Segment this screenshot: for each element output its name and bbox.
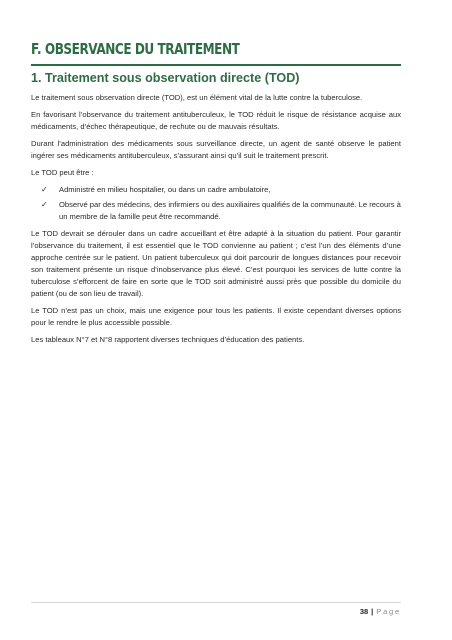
paragraph-observance: En favorisant l’observance du traitement antituberculeux, le TOD réduit le risque de résistance acquise aux médicaments, d’échec thérapeutique, de rechute ou de mauvais résultats. bbox=[31, 110, 401, 131]
page-number: 38 bbox=[359, 607, 369, 616]
chapter-title: F. OBSERVANCE DU TRAITEMENT bbox=[31, 40, 240, 58]
section-title: 1. Traitement sous observation directe (TOD) bbox=[31, 71, 300, 85]
list-item-text: Administré en milieu hospitalier, ou dans un cadre ambulatoire, bbox=[59, 185, 271, 194]
page-footer bbox=[360, 607, 401, 616]
list-item-text: Observé par des médecins, des infirmiers ou des auxiliaires qualifiés de la communauté. Le recours à un membre de la famille peut être recommandé. bbox=[59, 200, 401, 221]
check-icon: ✓ bbox=[41, 185, 48, 194]
footer-separator: | bbox=[371, 607, 374, 616]
list-item bbox=[31, 184, 401, 196]
title-divider bbox=[31, 64, 401, 66]
footer-divider bbox=[31, 602, 401, 603]
list-item bbox=[31, 199, 401, 223]
body-text bbox=[31, 92, 401, 351]
page-label: Page bbox=[376, 607, 401, 616]
check-icon: ✓ bbox=[41, 200, 48, 209]
paragraph-requirement: Le TOD n’est pas un choix, mais une exigence pour tous les patients. Il existe cependant diverses options pour le rendre le plus accessible possible. bbox=[31, 306, 401, 327]
paragraph-administration: Durant l’administration des médicaments sous surveillance directe, un agent de santé observe le patient ingérer ses médicaments antituberculeux, s’assurant ainsi qu’il suit le traitement prescrit. bbox=[31, 139, 401, 160]
paragraph-setting: Le TOD devrait se dérouler dans un cadre accueillant et être adapté à la situation du patient. Pour garantir l’observance du traitement, il est essentiel que le TOD convienne au patient ; c’est l’un des éléments d’une approche centrée sur le patient. Un patient tuberculeux qui doit parcourir de longues distances pour recevoir son traitement présente un risque d’inobservance plus élevé. C’est pourquoi les services de lutte contre la tuberculose s’efforcent de faire en sorte que le TOD soit administré aussi près que possible du domicile du patient (ou de son lieu de travail). bbox=[31, 229, 401, 298]
paragraph-tables: Les tableaux N°7 et N°8 rapportent diverses techniques d’éducation des patients. bbox=[31, 335, 305, 344]
paragraph-tod-options: Le TOD peut être : bbox=[31, 168, 94, 177]
checklist bbox=[31, 184, 401, 223]
paragraph-intro: Le traitement sous observation directe (TOD), est un élément vital de la lutte contre la tuberculose. bbox=[31, 93, 363, 102]
